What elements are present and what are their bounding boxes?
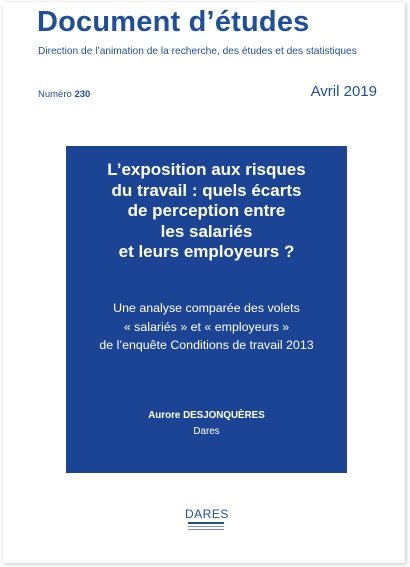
cover-title-line: les salariés: [160, 221, 253, 241]
cover-title-line: L’exposition aux risques: [107, 160, 306, 179]
logo-small-line: [188, 526, 224, 527]
document-title: Document d’études: [37, 6, 310, 38]
cover-main-title: [66, 160, 347, 263]
cover-subtitle: [66, 299, 347, 355]
logo-small-line: [188, 529, 224, 530]
document-subtitle: Direction de l’animation de la recherche, des études et des statistiques: [38, 46, 357, 57]
dares-logo: [185, 507, 227, 535]
issue-date: Avril 2019: [310, 83, 377, 100]
author-name: Aurore DESJONQUÈRES: [148, 410, 265, 421]
cover-subtitle-line: de l’enquête Conditions de travail 2013: [99, 338, 314, 352]
issue-label: Numéro: [38, 89, 72, 100]
cover-title-line: de perception entre: [127, 201, 286, 220]
author-organization: Dares: [193, 426, 220, 437]
logo-rule: [188, 522, 224, 524]
issue-number: [38, 89, 90, 100]
cover-subtitle-line: « salariés » et « employeurs »: [123, 319, 290, 334]
issue-number-value: 230: [74, 89, 91, 100]
dares-logo-text: DARES: [185, 507, 229, 521]
cover-title-line: et leurs employeurs ?: [118, 242, 295, 261]
cover-title-line: du travail : quels écarts: [111, 180, 302, 200]
cover-title-box: [66, 146, 347, 473]
cover-subtitle-line: Une analyse comparée des volets: [113, 301, 300, 315]
